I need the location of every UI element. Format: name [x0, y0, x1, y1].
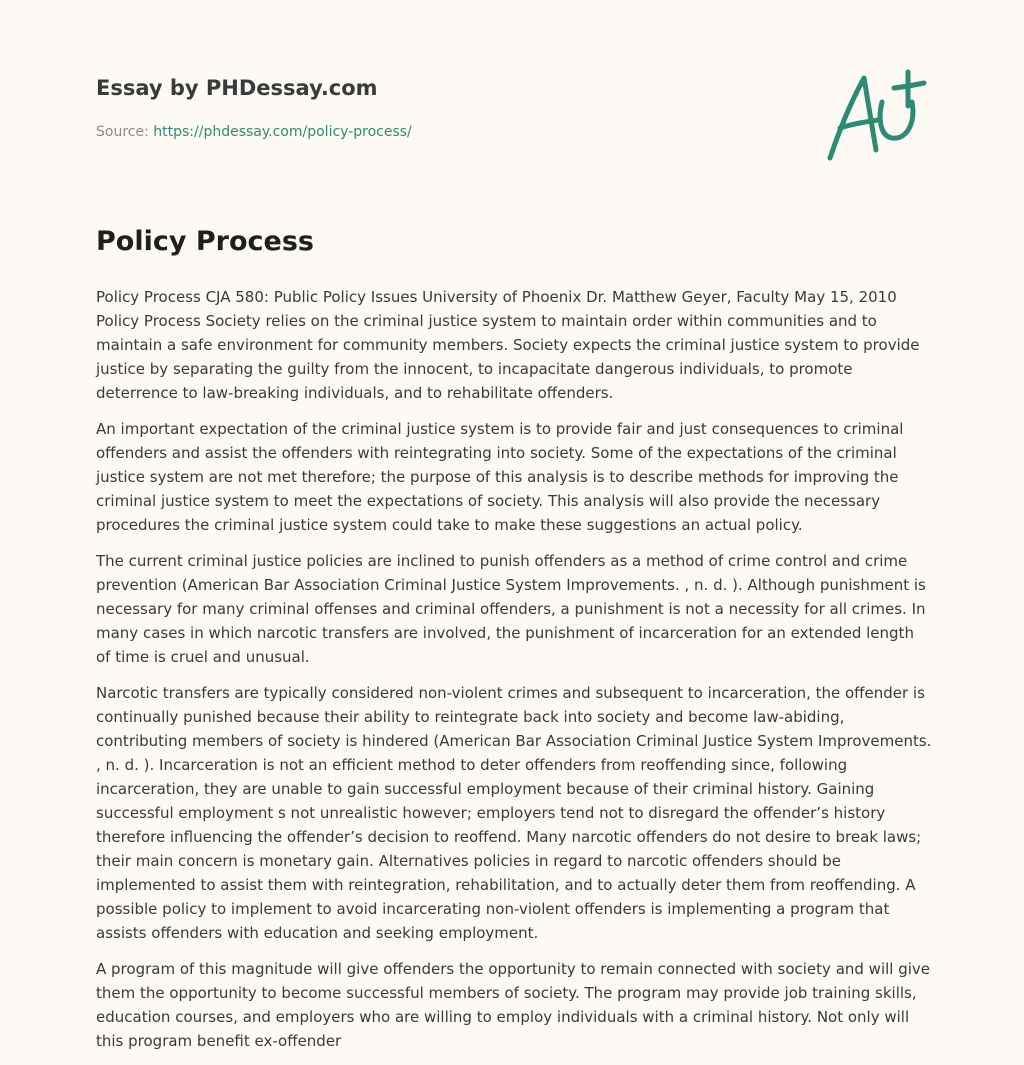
- essay-paragraph: Narcotic transfers are typically considered non-violent crimes and subsequent to incarceration, the offender is continually punished because their ability to reintegrate back into society and become law-abiding, contributing members of society is hindered (American Bar Association Criminal Justice System Improvements. , n. d. ). Incarceration is not an efficient method to deter offenders from reoffending since, following incarceration, they are unable to gain successful employment because of their criminal history. Gaining successful employment s not unrealistic however; employers tend not to disregard the offender’s history therefore influencing the offender’s decision to reoffend. Many narcotic offenders do not desire to break laws; their main concern is monetary gain. Alternatives policies in regard to narcotic offenders should be implemented to assist them with reintegration, rehabilitation, and to actually deter them from reoffending. A possible policy to implement to avoid incarcerating non-violent offenders is implementing a program that assists offenders with education and seeking employment.: [96, 684, 932, 942]
- essay-title: Policy Process: [96, 226, 314, 257]
- source-link[interactable]: https://phdessay.com/policy-process/: [153, 124, 412, 140]
- essay-paragraph: Policy Process CJA 580: Public Policy Issues University of Phoenix Dr. Matthew Geyer, Faculty May 15, 2010 Policy Process Society relies on the criminal justice system to maintain order within communities and to maintain a safe environment for community members. Society expects the criminal justice system to provide justice by separating the guilty from the innocent, to incapacitate dangerous individuals, to promote deterrence to law-breaking individuals, and to rehabilitate offenders.: [96, 288, 920, 402]
- essay-paragraph: A program of this magnitude will give offenders the opportunity to remain connected with society and will give them the opportunity to become successful members of society. The program may provide job training skills, education courses, and employers who are willing to employ individuals with a criminal history. Not only will this program benefit ex-offender: [96, 960, 931, 1050]
- source-line: [96, 124, 412, 140]
- site-title: Essay by PHDessay.com: [96, 76, 378, 100]
- source-label: Source:: [96, 124, 154, 140]
- page-header: [96, 0, 932, 200]
- essay-page: [96, 0, 932, 1050]
- a-plus-grade-icon: [824, 66, 928, 166]
- essay-body: [96, 285, 932, 1065]
- essay-paragraph: The current criminal justice policies are inclined to punish offenders as a method of crime control and crime prevention (American Bar Association Criminal Justice System Improvements. , n. d. ). Although punishment is necessary for many criminal offenses and criminal offenders, a punishment is not a necessity for all crimes. In many cases in which narcotic transfers are involved, the punishment of incarceration for an extended length of time is cruel and unusual.: [96, 552, 926, 666]
- essay-paragraph: An important expectation of the criminal justice system is to provide fair and just consequences to criminal offenders and assist the offenders with reintegrating into society. Some of the expectations of the criminal justice system are not met therefore; the purpose of this analysis is to describe methods for improving the criminal justice system to meet the expectations of society. This analysis will also provide the necessary procedures the criminal justice system could take to make these suggestions an actual policy.: [96, 420, 904, 534]
